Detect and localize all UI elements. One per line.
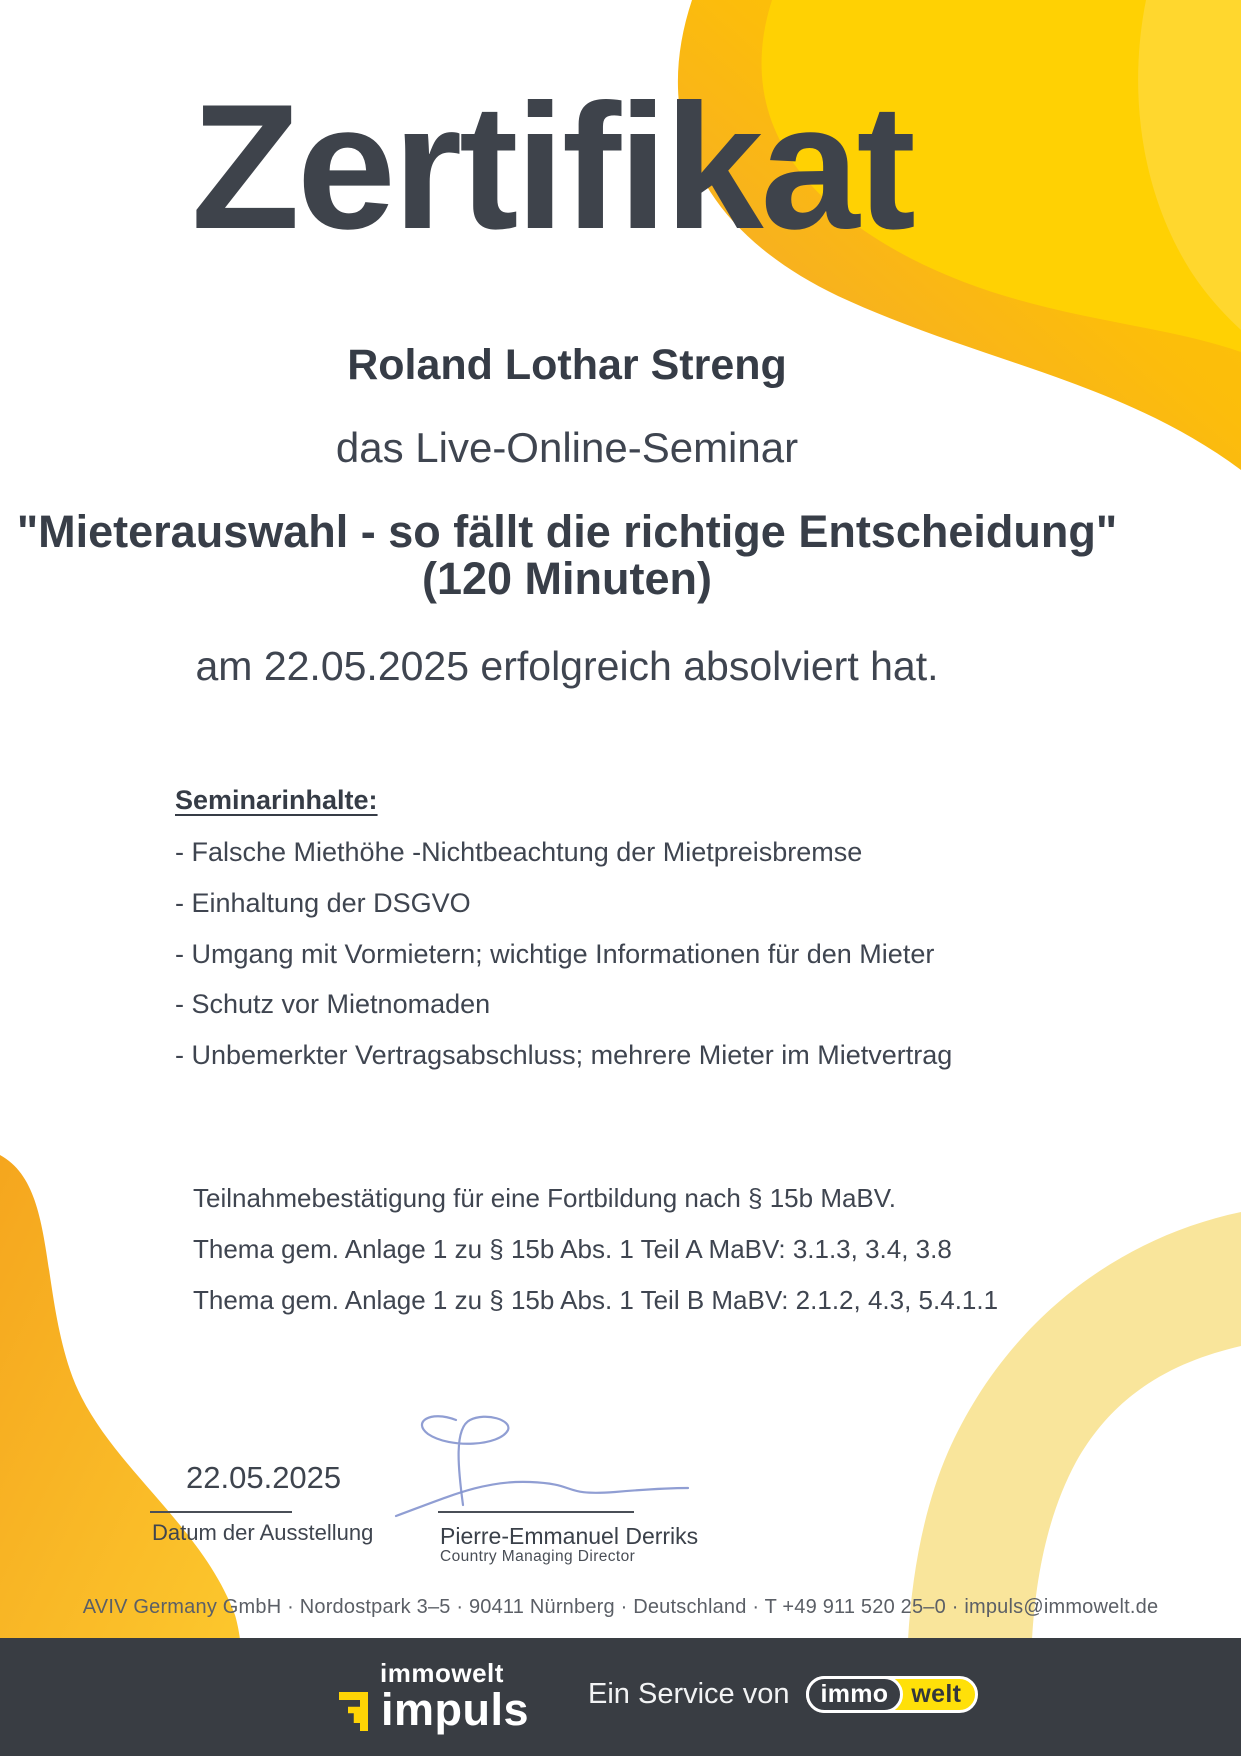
signature-line xyxy=(438,1511,634,1513)
list-item: - Umgang mit Vormietern; wichtige Informationen für den Mieter xyxy=(175,938,935,969)
recipient-name: Roland Lothar Streng xyxy=(347,341,787,389)
impuls-wordmark: impuls xyxy=(381,1684,530,1735)
seminar-contents-list xyxy=(175,827,952,1081)
confirmation-line3: Thema gem. Anlage 1 zu § 15b Abs. 1 Teil B MaBV: 2.1.2, 4.3, 5.4.1.1 xyxy=(193,1285,999,1315)
issue-date-label: Datum der Ausstellung xyxy=(152,1520,374,1545)
footer-bar xyxy=(0,1638,1241,1756)
confirmation-section xyxy=(193,1173,998,1326)
immowelt-impuls-logo xyxy=(338,1658,530,1735)
immowelt-logo-welt: welt xyxy=(911,1679,962,1708)
seminar-title xyxy=(0,506,1134,604)
service-text: Ein Service von xyxy=(588,1677,790,1710)
impuls-arrow-icon xyxy=(338,1688,374,1732)
company-address: AVIV Germany GmbH · Nordostpark 3–5 · 90411 Nürnberg · Deutschland · T +49 911 520 25–0 · impuls@immowelt.de xyxy=(82,1596,1159,1618)
seminar-contents-section xyxy=(175,786,952,1081)
immowelt-wordmark: immowelt xyxy=(380,1658,504,1688)
immowelt-logo-immo: immo xyxy=(806,1676,904,1713)
confirmation-line2: Thema gem. Anlage 1 zu § 15b Abs. 1 Teil A MaBV: 3.1.3, 3.4, 3.8 xyxy=(193,1234,952,1264)
issue-date: 22.05.2025 xyxy=(186,1460,342,1495)
seminar-intro: das Live-Online-Seminar xyxy=(335,424,799,471)
seminar-title-line1: "Mieterauswahl - so fällt die richtige Entscheidung" xyxy=(16,506,1118,557)
list-item: - Einhaltung der DSGVO xyxy=(175,887,471,918)
list-item: - Falsche Miethöhe -Nichtbeachtung der Mietpreisbremse xyxy=(175,837,863,867)
signature xyxy=(390,1408,690,1518)
signer-title: Country Managing Director xyxy=(440,1548,636,1565)
date-line xyxy=(150,1511,292,1513)
service-attribution xyxy=(588,1674,978,1714)
completion-statement: am 22.05.2025 erfolgreich absolviert hat. xyxy=(195,643,939,689)
confirmation-line1: Teilnahmebestätigung für eine Fortbildung nach § 15b MaBV. xyxy=(193,1183,896,1213)
signer-name: Pierre-Emmanuel Derriks xyxy=(440,1523,699,1549)
page-title: Zertifikat xyxy=(191,67,913,266)
seminar-title-line2: (120 Minuten) xyxy=(421,552,713,604)
immowelt-pill-logo xyxy=(806,1676,979,1713)
list-item: - Schutz vor Mietnomaden xyxy=(175,989,491,1020)
list-item: - Unbemerkter Vertragsabschluss; mehrere Mieter im Mietvertrag xyxy=(175,1040,953,1071)
seminar-contents-heading: Seminarinhalte: xyxy=(175,785,378,815)
